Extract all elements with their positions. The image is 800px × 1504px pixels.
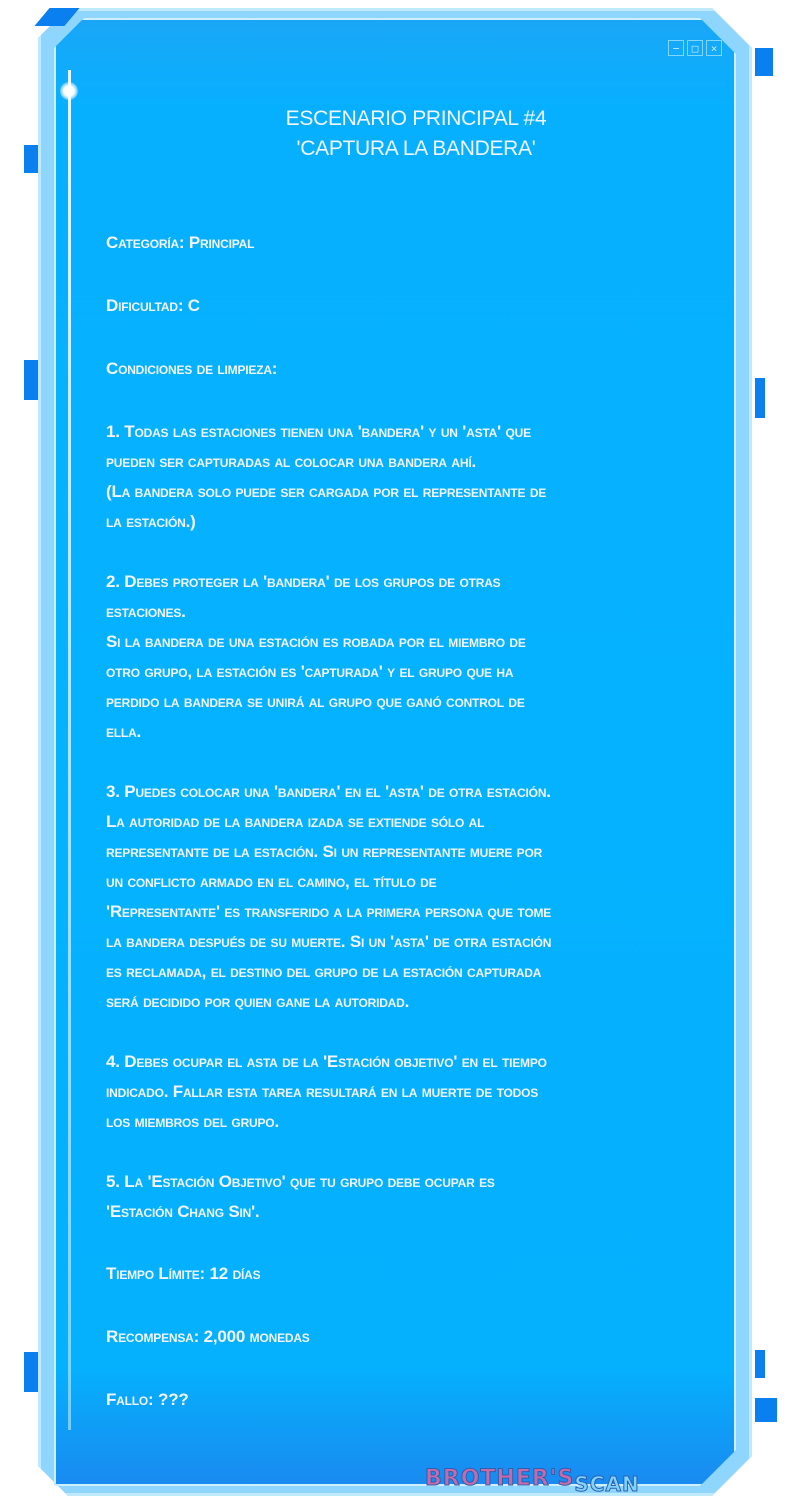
condition-line: 2. Debes proteger la 'bandera' de los grupos de otras [106,572,501,591]
condition-line: un conflicto armado en el camino, el título de [106,872,437,891]
conditions-label-text: Condiciones de limpieza: [106,359,278,378]
condition-item-4 [106,1047,706,1137]
minimize-icon[interactable]: − [668,40,684,56]
condition-line: los miembros del grupo. [106,1112,279,1131]
quest-title-line1: ESCENARIO PRINCIPAL #4 [285,107,547,130]
condition-line: 4. Debes ocupar el asta de la 'Estación objetivo' en el tiempo [106,1052,547,1071]
frame-tab-decoration [755,1398,777,1422]
condition-item-3 [106,777,706,1017]
failure-text: Fallo: ??? [106,1390,189,1409]
condition-line: la bandera después de su muerte. Si un 'asta' de otra estación [106,932,552,951]
frame-tab-decoration [24,145,38,173]
condition-item-2 [106,567,706,747]
condition-line: Si la bandera de una estación es robada por el miembro de [106,632,526,651]
difficulty-field [106,291,706,321]
scanlation-watermark [425,1466,640,1496]
time-limit-text: Tiempo Límite: 12 días [106,1264,261,1283]
condition-line: indicado. Fallar esta tarea resultará en la muerte de todos [106,1082,539,1101]
condition-line: 'Estación Chang Sin'. [106,1202,260,1221]
panel-accent-line [68,70,71,1430]
time-limit-field [106,1259,706,1289]
watermark-part2: SCAN [574,1472,640,1496]
frame-tab-decoration [24,360,38,400]
condition-line: representante de la estación. Si un representante muere por [106,842,543,861]
quest-title-line2: 'CAPTURA LA BANDERA' [296,137,536,160]
reward-field [106,1322,706,1352]
condition-line: La autoridad de la bandera izada se extiende sólo al [106,812,485,831]
condition-line: perdido la bandera se unirá al grupo que ganó control de [106,692,525,711]
close-icon[interactable]: × [706,40,722,56]
quest-title [126,104,706,164]
panel-glow-dot [60,82,78,100]
failure-field [106,1385,706,1415]
condition-line: 'Representante' es transferido a la primera persona que tome [106,902,552,921]
condition-line: la estación.) [106,512,196,531]
condition-item-5 [106,1167,706,1227]
condition-line: pueden ser capturadas al colocar una bandera ahí. [106,452,476,471]
conditions-label [106,354,706,384]
frame-tab-decoration [755,1350,765,1378]
reward-text: Recompensa: 2,000 monedas [106,1327,310,1346]
condition-line: 1. Todas las estaciones tienen una 'bandera' y un 'asta' que [106,422,531,441]
category-text: Categoría: Principal [106,233,255,252]
frame-tab-decoration [755,48,773,76]
condition-line: será decidido por quien gane la autoridad. [106,992,410,1011]
condition-line: (La bandera solo puede ser cargada por el representante de [106,482,547,501]
condition-line: estaciones. [106,602,186,621]
maximize-icon[interactable]: □ [687,40,703,56]
frame-tab-decoration [24,1352,38,1392]
condition-line: 3. Puedes colocar una 'bandera' en el 'asta' de otra estación. [106,782,551,801]
frame-tab-decoration [755,378,765,418]
quest-content [106,104,706,1415]
condition-line: ella. [106,722,142,741]
category-field [106,228,706,258]
condition-line: otro grupo, la estación es 'capturada' y el grupo que ha [106,662,514,681]
condition-line: 5. La 'Estación Objetivo' que tu grupo debe ocupar es [106,1172,495,1191]
watermark-part1: BROTHER'S [425,1466,575,1491]
condition-line: es reclamada, el destino del grupo de la estación capturada [106,962,542,981]
difficulty-text: Dificultad: C [106,296,200,315]
window-controls [668,40,722,56]
condition-item-1 [106,417,706,537]
